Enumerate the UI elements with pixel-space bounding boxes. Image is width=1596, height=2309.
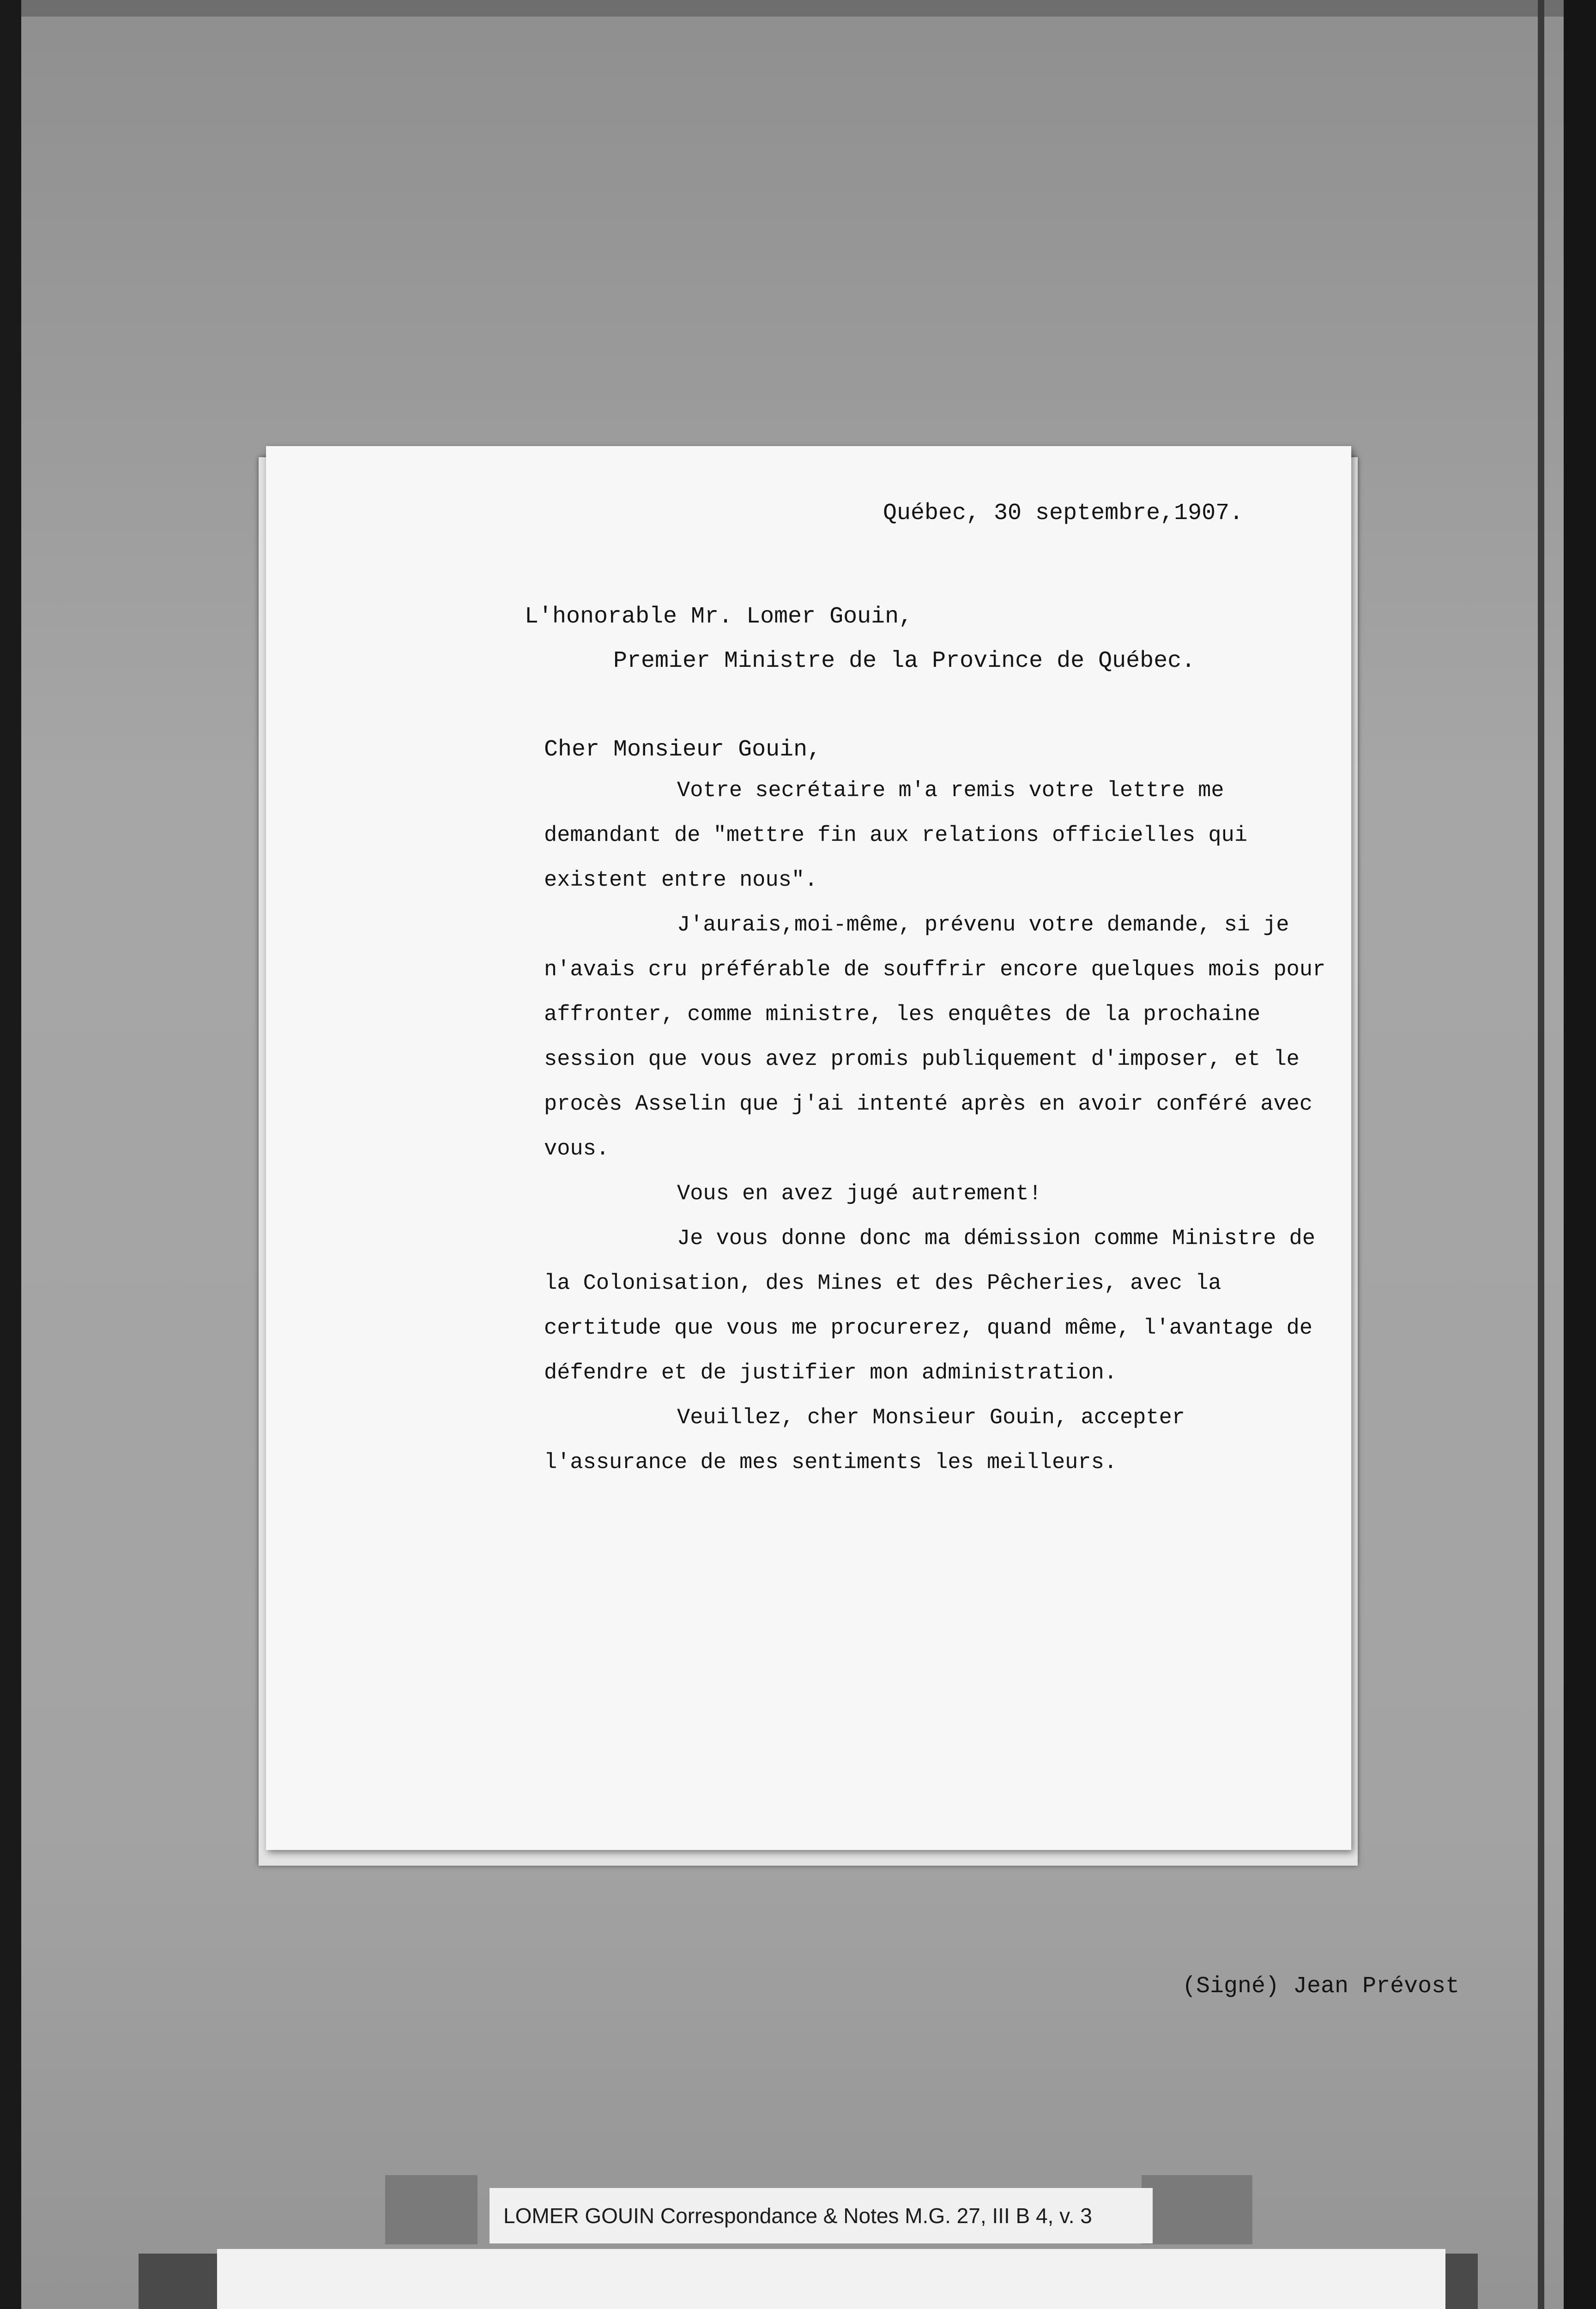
frame-right-edge (1564, 0, 1596, 2309)
letter-paragraph: Veuillez, cher Monsieur Gouin, accepter l'assurance de mes sentiments les meilleurs. (544, 1406, 1185, 1475)
frame-right-line (1538, 0, 1544, 2309)
archive-stamp (217, 2249, 1445, 2309)
letter-body (544, 768, 1338, 1485)
letter-page (266, 446, 1460, 2000)
letter-paragraph: J'aurais,moi-même, prévenu votre demande, si je n'avais cru préférable de souffrir encore quelques mois pour affronter, comme ministre, les enquêtes de la prochaine session que vous avez promis publiquement d'imposer, et le procès Asselin que j'ai intenté après en avoir conféré avec vous. (544, 913, 1326, 1161)
letter-signature: (Signé) Jean Prévost (1182, 1973, 1460, 2000)
archive-reference-label: LOMER GOUIN Correspondance & Notes M.G. 27, III B 4, v. 3 (490, 2188, 1153, 2243)
letter-paragraph: Vous en avez jugé autrement! (677, 1182, 1042, 1206)
salutation: Cher Monsieur Gouin, (544, 737, 822, 763)
tape-right (1142, 2175, 1252, 2244)
letter-paragraph: Votre secrétaire m'a remis votre lettre me demandant de "mettre fin aux relations officielles qui existent entre nous". (544, 779, 1248, 893)
letter-paragraph: Je vous donne donc ma démission comme Ministre de la Colonisation, des Mines et des Pêcheries, avec la certitude que vous me procurerez, quand même, l'avantage de défendre et de justifier mon administration. (544, 1227, 1316, 1385)
frame-top-edge (0, 0, 1596, 17)
frame-left-edge (0, 0, 21, 2309)
tape-left (385, 2175, 478, 2244)
addressee-title: Premier Ministre de la Province de Québec. (613, 648, 1196, 674)
letter-date: Québec, 30 septembre,1907. (883, 500, 1244, 526)
addressee-name: L'honorable Mr. Lomer Gouin, (525, 604, 913, 630)
